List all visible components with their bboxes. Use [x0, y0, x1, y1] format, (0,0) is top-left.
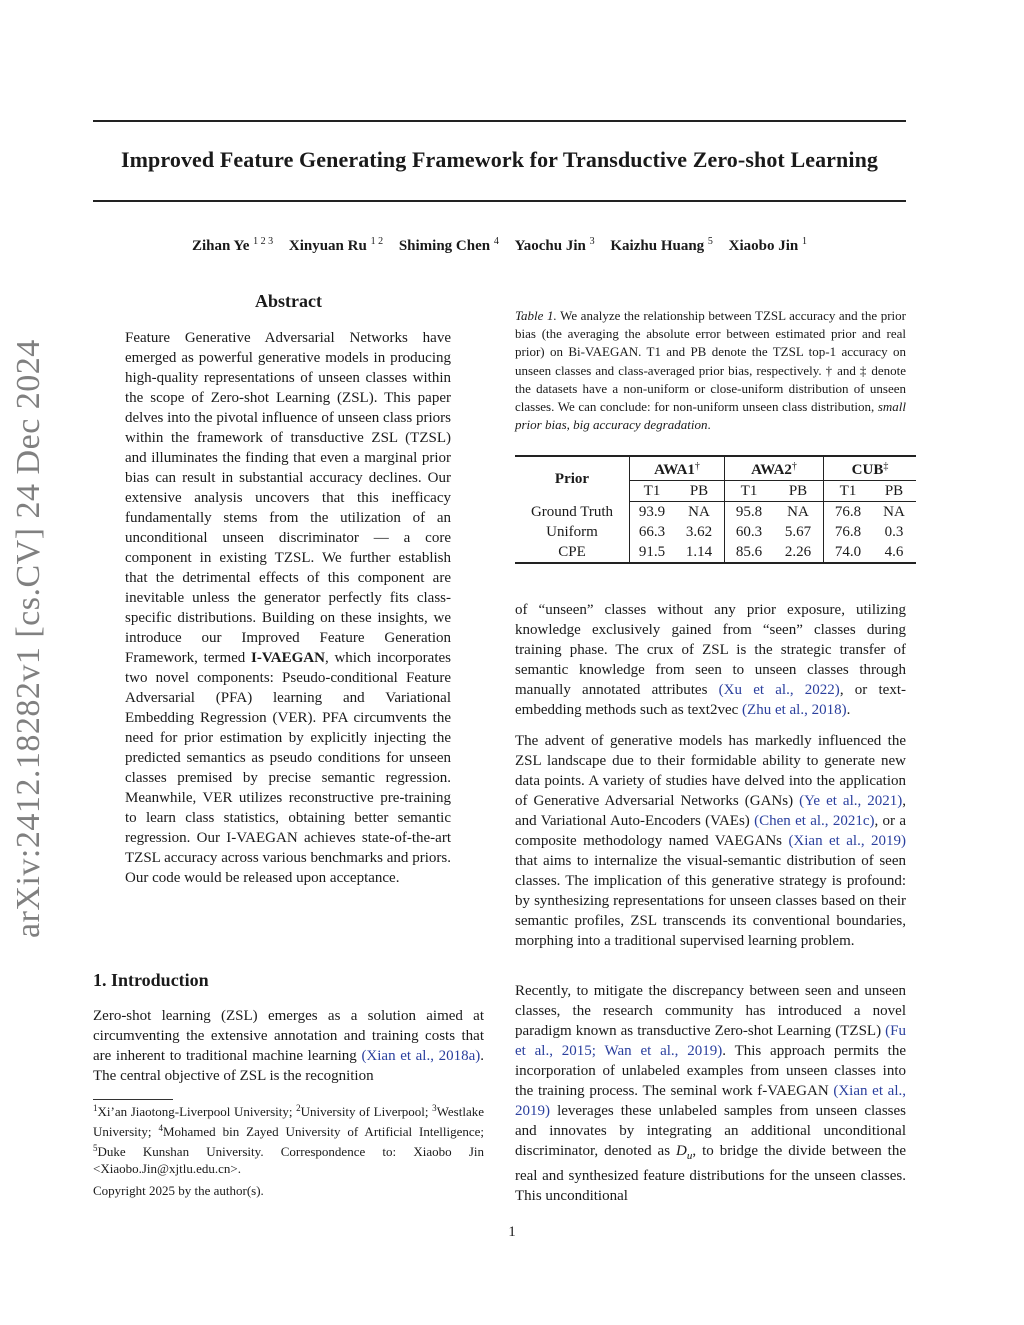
citation-link[interactable]: (Fu et al., 2015; Wan et al., 2019) [515, 1023, 906, 1059]
table-header-dataset: CUB‡ [824, 456, 917, 481]
table-cell: 66.3 [638, 524, 666, 540]
copyright-notice: Copyright 2025 by the author(s). [93, 1183, 264, 1198]
table-cell: 85.6 [725, 542, 774, 563]
paper-title: Improved Feature Generating Framework for Transductive Zero-shot Learning [120, 147, 879, 172]
citation-link[interactable]: (Xian et al., 2019) [788, 833, 906, 849]
author-list [93, 236, 906, 255]
table-subheader: T1 [725, 481, 774, 502]
author-affiliation: 5 [707, 236, 713, 247]
citation-link[interactable]: (Chen et al., 2021c) [754, 813, 875, 829]
table-cell: NA [773, 502, 824, 523]
table-row [515, 502, 916, 523]
table-caption: Table 1. We analyze the relationship between TZSL accuracy and the prior bias (the averaging the absolute error between estimated prior and real prior) on Bi-VAEGAN. T1 and PB denote the TZSL top-1 accuracy on unseen classes and class-averaged prior bias, respectively. † and ‡ denote the datasets have a non-uniform or close-uniform distribution of unseen classes. We can conclude: for non-uniform unseen class distribution, small prior bias, big accuracy degradation. [515, 308, 906, 433]
section-heading-introduction: 1. Introduction [93, 970, 209, 990]
table-cell: 95.8 [735, 504, 763, 520]
results-table [515, 455, 916, 564]
table-cell: NA [674, 502, 725, 523]
citation-link[interactable]: (Xian et al., 2019) [515, 1083, 906, 1119]
caption-emphasis: small prior bias, big accuracy degradation [515, 399, 906, 433]
table-subheader: PB [872, 481, 916, 502]
table-label: Table 1. [515, 308, 557, 323]
citation-link[interactable]: (Xu et al., 2022) [718, 682, 840, 698]
arxiv-identifier: arXiv:2412.18282v1 [cs.CV] 24 Dec 2024 [10, 339, 47, 938]
intro-paragraph-3: Recently, to mitigate the discrepancy between seen and unseen classes, the research community has introduced a novel paradigm known as transductive Zero-shot Learning (TZSL) (Fu et al., 2015; Wan et al., 2019). This approach permits the incorporation of unlabeled examples from unseen classes into the training process. The seminal work f-VAEGAN (Xian et al., 2019) leverages these unlabeled samples from unseen classes and innovates by integrating an additional unconditional discriminator, denoted as $D_u$, to bridge the divide between the real and synthesized feature distributions for the unseen classes. This unconditional [515, 983, 907, 1204]
table-cell-prior: CPE [515, 542, 630, 563]
table-cell: 76.8 [834, 504, 862, 520]
table-cell: 76.8 [834, 524, 862, 540]
table-cell: 3.62 [674, 522, 725, 542]
citation-link[interactable]: (Xian et al., 2018a) [361, 1048, 481, 1064]
table-subheader: PB [674, 481, 725, 502]
table-subheader: PB [773, 481, 824, 502]
intro-paragraph-2: The advent of generative models has markedly influenced the ZSL landscape due to their formidable ability to generate new data points. A variety of studies have delved into the application of Generative Adversarial Networks (GANs) (Ye et al., 2021), and Variational Auto-Encoders (VAEs) (Chen et al., 2021c), or a composite methodology named VAEGANs (Xian et al., 2019) that aims to internalize the visual-semantic distribution of seen classes. The implication of this generative strategy is profound: by synthesizing representations for unseen classes based on their semantic profiles, ZSL transcends its conventional boundaries, morphing into a traditional supervised learning problem. [515, 733, 907, 949]
table-cell: 60.3 [735, 524, 763, 540]
table-header-dataset: AWA1† [630, 456, 725, 481]
table-cell: 1.14 [674, 542, 725, 563]
table-cell: 0.3 [884, 524, 904, 540]
author-affiliation: 1 2 3 [253, 236, 274, 247]
table-cell: 4.6 [872, 542, 916, 563]
author: Kaizhu Huang $^5$ [610, 236, 713, 254]
page-number: 1 [508, 1224, 516, 1240]
table-row [515, 522, 916, 542]
table-header-row [515, 456, 916, 481]
table-cell: 5.67 [773, 522, 824, 542]
affiliation-footnote: $^1$Xi’an Jiaotong-Liverpool University; $^2$University of Liverpool; $^3$Westlake University; $^4$Mohamed bin Zayed University of Artificial Intelligence; $^5$Duke Kunshan University. Correspondence to: Xiaobo Jin <Xiaobo.Jin@xjtlu.edu.cn>. [93, 1103, 484, 1176]
table-subheader: T1 [630, 481, 675, 502]
table-subheader: T1 [824, 481, 873, 502]
author: Xiaobo Jin $^1$ [728, 236, 808, 254]
table-cell: 93.9 [638, 504, 666, 520]
table-cell: NA [883, 504, 905, 520]
top-rule [93, 120, 906, 122]
author-affiliation: 1 [802, 236, 808, 247]
table-cell-prior: Uniform [515, 522, 630, 542]
table-header-dataset: AWA2† [725, 456, 824, 481]
author-affiliation: 1 2 [370, 236, 384, 247]
author: Yaochu Jin $^3$ [514, 236, 595, 254]
intro-paragraph-1: Zero-shot learning (ZSL) emerges as a solution aimed at circumventing the extensive annotation and training costs that are inherent to traditional machine learning (Xian et al., 2018a). The central objective of ZSL is the recognition [93, 1008, 484, 1084]
abstract-text: Feature Generative Adversarial Networks have emerged as powerful generative models in producing high-quality representations of unseen classes within the scope of Zero-shot Learning (ZSL). This paper delves into the pivotal influence of unseen class priors within the framework of transductive ZSL (TZSL) and illuminates the finding that even a marginal prior bias can result in substantial accuracy declines. Our extensive analysis uncovers that this inefficacy fundamentally stems from the utilization of an unconditional unseen discriminator — a core component in existing TZSL. We further establish that the detrimental effects of this component are inevitable unless the generator perfectly fits class-specific distributions. Building on these insights, we introduce our Improved Feature Generation Framework, termed I-VAEGAN, which incorporates two novel components: Pseudo-conditional Feature Adversarial (PFA) learning and Variational Embedding Regression (VER). PFA circumvents the need for prior estimation by explicitly injecting the predicted semantics as pseudo conditions for unseen classes premised by precise semantic regression. Meanwhile, VER utilizes reconstructive pre-training to learn class statistics, obtaining better semantic regression. Our I-VAEGAN achieves state-of-the-art TZSL accuracy across various benchmarks and priors. Our code would be released upon acceptance. [125, 330, 451, 886]
intro-paragraph-continued: of “unseen” classes without any prior exposure, utilizing knowledge exclusively gained from “seen” classes during training phase. The crux of ZSL is the strategic transfer of semantic knowledge from seen to unseen classes through manually annotated attributes (Xu et al., 2022), or text-embedding methods such as text2vec (Zhu et al., 2018). [515, 602, 907, 718]
author: Xinyuan Ru $^{1 2}$ [288, 236, 384, 254]
table-row [515, 542, 916, 563]
citation-link[interactable]: (Ye et al., 2021) [799, 793, 903, 809]
citation-link[interactable]: (Zhu et al., 2018) [742, 702, 847, 718]
author-affiliation: 3 [589, 236, 595, 247]
table-cell: 91.5 [630, 542, 675, 563]
abstract-heading: Abstract [255, 291, 322, 311]
math-symbol: D [676, 1143, 687, 1159]
author: Shiming Chen $^4$ [398, 236, 499, 254]
table-cell-prior: Ground Truth [515, 502, 630, 523]
method-name: I-VAEGAN [251, 650, 325, 666]
table-header-prior: Prior [515, 456, 630, 502]
author-affiliation: 4 [493, 236, 499, 247]
table-cell: 74.0 [824, 542, 873, 563]
title-bottom-rule [93, 200, 906, 202]
table-cell: 2.26 [773, 542, 824, 563]
author: Zihan Ye $^{1 2 3}$ [191, 236, 274, 254]
